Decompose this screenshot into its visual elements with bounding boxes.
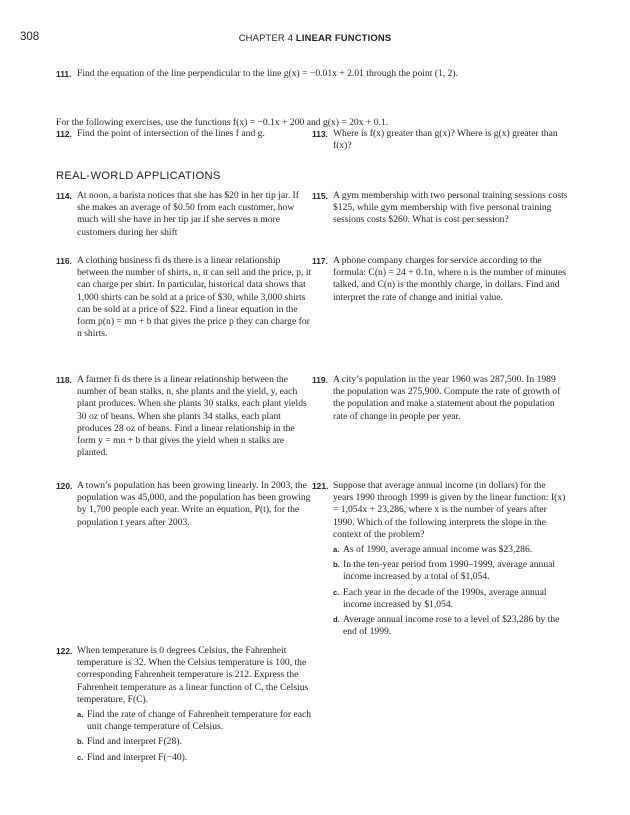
exercise-intro: For the following exercises, use the functions f(x) = −0.1x + 200 and g(x) = 20x + 0.1.: [56, 116, 389, 128]
exercise-part-c: [77, 752, 312, 764]
exercise-number: 112.: [56, 129, 72, 139]
choice-text: In the ten-year period from 1990–1999, average annual income increased by a total of $1,054.: [343, 559, 556, 583]
part-label: b.: [77, 737, 84, 747]
exercise-text: When temperature is 0 degrees Celsius, the Fahrenheit temperature is 32. When the Celsius temperature is 100, the corresponding Fahrenheit temperature is 212. Express the Fahrenheit temperature as a linear function of C, the Celsius temperature, F(C).: [77, 645, 309, 705]
exercise-118: [56, 374, 312, 459]
exercise-number: 117.: [312, 256, 328, 266]
exercise-text: Find the point of intersection of the lines f and g.: [77, 128, 265, 139]
part-label: a.: [77, 710, 84, 720]
choice-text: Each year in the decade of the 1990s, average annual income increased by $1,054.: [343, 586, 547, 610]
exercise-text: A farmer fi ds there is a linear relationship between the number of bean stalks, n, she plants and the yield, y, each plant produces. When she plants 30 stalks, each plant yields 30 oz of beans. When she plants 34 stalks, each plant produces 28 oz of beans. Find a linear relationship in the form y = mn + b that gives the yield when n stalks are planted.: [77, 374, 307, 459]
exercise-text: A city’s population in the year 1960 was 287,500. In 1989 the population was 275,900. Compute the rate of growth of the population and make a statement about the population rate of change in people per year.: [333, 374, 561, 422]
exercise-number: 115.: [312, 191, 328, 201]
exercise-text: A town’s population has been growing linearly. In 2003, the population was 45,000, and the population has been growing by 1,700 people each year. Write an equation, P(t), for the population t years after 2003.: [77, 480, 311, 528]
exercise-115: [312, 190, 568, 227]
choice-label: a.: [333, 545, 340, 555]
exercise-text: Where is f(x) greater than g(x)? Where is g(x) greater than f(x)?: [333, 128, 558, 152]
exercise-text: Suppose that average annual income (in dollars) for the years 1990 through 1999 is given by the linear function: I(x) = 1,054x + 23,286, where x is the number of years after 1990. Which of the following interprets the slope in the context of the problem?: [333, 480, 566, 540]
exercise-number: 122.: [56, 646, 73, 656]
section-heading: REAL-WORLD APPLICATIONS: [56, 170, 221, 182]
choice-text: Average annual income rose to a level of $23,286 by the end of 1999.: [343, 614, 560, 638]
exercise-111: [56, 68, 596, 80]
exercise-122: [56, 645, 312, 764]
exercise-113: [312, 128, 568, 152]
choice-label: c.: [333, 587, 340, 597]
choice-label: b.: [333, 560, 340, 570]
exercise-text: A clothing business fi ds there is a linear relationship between the number of shirts, n, it can sell and the price, p, it can charge per shirt. In particular, historical data shows that 1,000 shirts can be sold at a price of $30, while 3,000 shirts can be sold at a price of $22. Find a linear equation in the form p(n) = mn + b that gives the price p they can charge for n shirts.: [77, 255, 312, 340]
exercise-number: 114.: [56, 191, 72, 201]
chapter-label: [0, 32, 630, 44]
part-text: Find and interpret F(28).: [87, 736, 182, 748]
exercise-116: [56, 255, 312, 340]
exercise-text: Find the equation of the line perpendicular to the line g(x) = −0.01x + 2.01 through the point (1, 2).: [77, 68, 458, 79]
exercise-part-a: [77, 709, 312, 733]
exercise-number: 121.: [312, 481, 329, 491]
choice-text: As of 1990, average annual income was $23,286.: [343, 544, 533, 556]
page-header: [0, 31, 630, 45]
exercise-number: 111.: [56, 69, 72, 79]
exercise-text: At noon, a barista notices that she has $20 in her tip jar. If she makes an average of $0.50 from each customer, how much will she have in her tip jar if she serves n more customers during her shift: [77, 190, 299, 238]
part-text: Find the rate of change of Fahrenheit temperature for each unit change temperature of Celsius.: [87, 709, 312, 733]
page-number: 308: [20, 31, 40, 43]
exercise-text: A gym membership with two personal training sessions costs $125, while gym membership with five personal training sessions costs $260. What is cost per session?: [333, 190, 568, 226]
exercise-number: 119.: [312, 375, 328, 385]
exercise-117: [312, 255, 568, 304]
exercise-114: [56, 190, 312, 239]
exercise-number: 118.: [56, 375, 72, 385]
answer-choice-b: [333, 559, 568, 583]
exercise-number: 120.: [56, 481, 73, 491]
choice-label: d.: [333, 615, 340, 625]
exercise-120: [56, 480, 312, 529]
answer-choice-a: [333, 544, 568, 556]
exercise-112: [56, 128, 312, 140]
exercise-part-b: [77, 736, 312, 748]
exercise-number: 116.: [56, 256, 72, 266]
answer-choice-d: [333, 614, 568, 638]
exercise-121: [312, 480, 568, 638]
chapter-title: LINEAR FUNCTIONS: [295, 32, 392, 43]
chapter-prefix: CHAPTER 4: [238, 32, 294, 43]
exercise-119: [312, 374, 568, 423]
part-text: Find and interpret F(−40).: [87, 751, 188, 763]
exercise-number: 113.: [312, 129, 328, 139]
exercise-text: A phone company charges for service according to the formula: C(n) = 24 + 0.1n, where n is the number of minutes talked, and C(n) is the monthly charge, in dollars. Find and interpret the rate of change and initial value.: [333, 255, 567, 303]
answer-choice-c: [333, 587, 568, 611]
part-label: c.: [77, 752, 84, 762]
